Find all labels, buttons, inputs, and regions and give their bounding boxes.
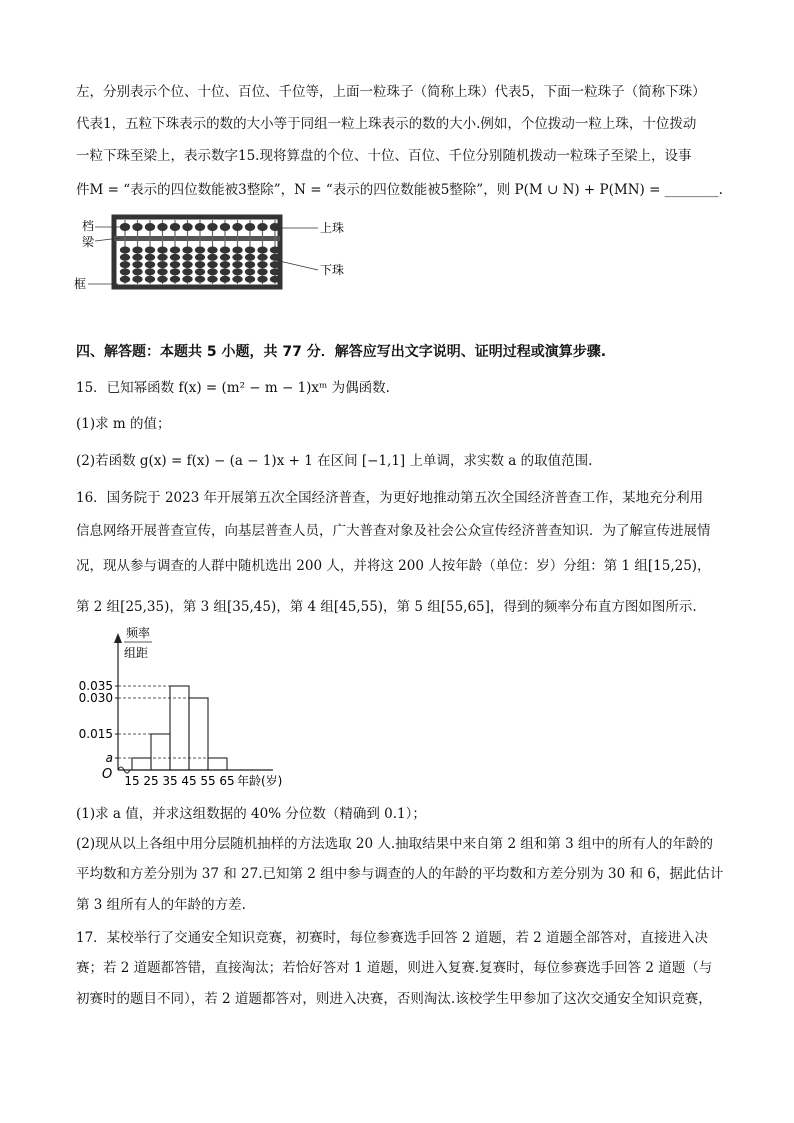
lower-bead bbox=[270, 247, 280, 254]
lower-bead bbox=[157, 268, 167, 275]
y-axis-label-top: 频率 bbox=[126, 626, 151, 640]
lower-bead bbox=[157, 247, 167, 254]
lower-bead bbox=[207, 254, 217, 261]
lower-bead bbox=[182, 276, 192, 283]
lower-bead bbox=[257, 276, 267, 283]
upper-bead bbox=[232, 223, 242, 231]
lower-bead bbox=[182, 268, 192, 275]
upper-bead bbox=[170, 223, 180, 231]
upper-bead bbox=[207, 223, 217, 231]
lower-bead bbox=[120, 261, 130, 268]
origin-label: O bbox=[102, 767, 113, 782]
problem15-part1: (1)求 m 的值； bbox=[76, 416, 171, 432]
problem16-part2-line3: 第 3 组所有人的年龄的方差. bbox=[76, 897, 246, 913]
problem14-line3: 一粒下珠至梁上，表示数字15.现将算盘的个位、十位、百位、千位分别随机拨动一粒珠子至梁上，设事 bbox=[76, 148, 692, 164]
y-tick-label: 0.015 bbox=[78, 727, 113, 741]
lower-bead bbox=[120, 247, 130, 254]
upper-bead bbox=[257, 223, 267, 231]
y-axis-arrow bbox=[114, 633, 122, 643]
lower-bead bbox=[220, 268, 230, 275]
lower-bead bbox=[145, 254, 155, 261]
lower-bead bbox=[182, 261, 192, 268]
problem17-line2: 赛；若 2 道题都答错，直接淘汰；若恰好答对 1 道题，则进入复赛.复赛时，每位参赛选手回答 2 道题（与 bbox=[76, 960, 713, 976]
lower-bead bbox=[195, 254, 205, 261]
problem16-part2-line2: 平均数和方差分别为 37 和 27.已知第 2 组中参与调查的人的年龄的平均数和方差分别为 30 和 6，据此估计 bbox=[76, 866, 724, 882]
abacus-figure bbox=[70, 210, 360, 295]
problem15-stem: 15．已知幂函数 f(x) = (m² − m − 1)xᵐ 为偶函数. bbox=[76, 380, 390, 396]
problem16-line2: 信息网络开展普查宣传，向基层普查人员，广大普查对象及社会公众宣传经济普查知识．为了解宣传进展情 bbox=[76, 523, 711, 539]
lower-bead bbox=[257, 254, 267, 261]
abacus-label-xiazhu: 下珠 bbox=[320, 263, 345, 277]
upper-bead bbox=[157, 223, 167, 231]
lower-bead bbox=[170, 261, 180, 268]
lower-bead bbox=[245, 254, 255, 261]
lower-bead bbox=[220, 247, 230, 254]
problem17-line3: 初赛时的题目不同），若 2 道题都答对，则进入决赛，否则淘汰.该校学生甲参加了这次交通安全知识竞赛， bbox=[76, 991, 712, 1007]
lower-bead bbox=[257, 247, 267, 254]
lower-bead bbox=[182, 247, 192, 254]
lower-bead bbox=[120, 268, 130, 275]
y-tick-label: a bbox=[105, 751, 113, 765]
lower-bead bbox=[207, 276, 217, 283]
lower-bead bbox=[195, 268, 205, 275]
y-tick-label: 0.030 bbox=[78, 691, 113, 705]
upper-bead bbox=[145, 223, 155, 231]
x-tick-label: 45 bbox=[181, 774, 197, 788]
upper-bead bbox=[182, 223, 192, 231]
lower-bead bbox=[132, 261, 142, 268]
lower-bead bbox=[207, 268, 217, 275]
lower-bead bbox=[270, 254, 280, 261]
lower-bead bbox=[145, 261, 155, 268]
problem14-line2: 代表1，五粒下珠表示的数的大小等于同组一粒上珠表示的数的大小.例如，个位拨动一粒上珠，十位拨动 bbox=[76, 116, 697, 132]
lower-bead bbox=[157, 261, 167, 268]
lower-bead bbox=[195, 261, 205, 268]
x-tick-label: 55 bbox=[200, 774, 216, 788]
lower-bead bbox=[220, 276, 230, 283]
problem15-part2: (2)若函数 g(x) = f(x) − (a − 1)x + 1 在区间 [−1,1] 上单调，求实数 a 的取值范围. bbox=[76, 453, 593, 469]
lower-bead bbox=[232, 254, 242, 261]
problem17-line1: 17．某校举行了交通安全知识竞赛，初赛时，每位参赛选手回答 2 道题，若 2 道题全部答对，直接进入决 bbox=[76, 930, 709, 946]
abacus-label-dang: 档 bbox=[82, 219, 95, 233]
lower-bead bbox=[170, 254, 180, 261]
lower-bead bbox=[207, 247, 217, 254]
histogram-bar bbox=[132, 758, 151, 770]
lower-bead bbox=[120, 276, 130, 283]
lower-bead bbox=[157, 254, 167, 261]
lower-bead bbox=[245, 247, 255, 254]
histogram-bar bbox=[208, 758, 227, 770]
x-tick-label: 15 bbox=[124, 774, 140, 788]
lower-bead bbox=[182, 254, 192, 261]
upper-bead bbox=[220, 223, 230, 231]
lower-bead bbox=[170, 247, 180, 254]
lower-bead bbox=[132, 254, 142, 261]
lower-bead bbox=[195, 247, 205, 254]
histogram-bar bbox=[189, 698, 208, 770]
upper-bead bbox=[245, 223, 255, 231]
x-tick-label: 25 bbox=[143, 774, 159, 788]
x-tick-label: 65 bbox=[219, 774, 235, 788]
lower-bead bbox=[257, 268, 267, 275]
lower-bead bbox=[232, 261, 242, 268]
x-tick-label: 35 bbox=[162, 774, 178, 788]
lower-bead bbox=[220, 261, 230, 268]
lower-bead bbox=[145, 247, 155, 254]
upper-bead bbox=[132, 223, 142, 231]
lower-bead bbox=[195, 276, 205, 283]
lower-bead bbox=[232, 247, 242, 254]
lower-bead bbox=[120, 254, 130, 261]
section-4-heading: 四、解答题：本题共 5 小题，共 77 分．解答应写出文字说明、证明过程或演算步骤. bbox=[76, 344, 607, 360]
lower-bead bbox=[132, 247, 142, 254]
lower-bead bbox=[245, 276, 255, 283]
lower-bead bbox=[132, 276, 142, 283]
lower-bead bbox=[270, 268, 280, 275]
lower-bead bbox=[170, 268, 180, 275]
upper-bead bbox=[270, 223, 280, 231]
histogram-bar bbox=[170, 686, 189, 770]
abacus-label-kuang: 框 bbox=[74, 277, 87, 291]
y-tick-label: 0.035 bbox=[78, 679, 113, 693]
lower-bead bbox=[270, 276, 280, 283]
lower-bead bbox=[232, 268, 242, 275]
abacus-label-liang: 梁 bbox=[82, 235, 95, 249]
problem16-part2-line1: (2)现从以上各组中用分层随机抽样的方法选取 20 人.抽取结果中来自第 2 组和第 3 组中的所有人的年龄的 bbox=[76, 836, 714, 852]
lower-bead bbox=[232, 276, 242, 283]
upper-bead bbox=[195, 223, 205, 231]
lower-bead bbox=[245, 268, 255, 275]
problem16-line4: 第 2 组[25,35)，第 3 组[35,45)，第 4 组[45,55)，第 5 组[55,65]，得到的频率分布直方图如图所示. bbox=[76, 599, 697, 615]
lower-bead bbox=[257, 261, 267, 268]
histogram-bar bbox=[151, 734, 170, 770]
problem16-part1: (1)求 a 值，并求这组数据的 40% 分位数（精确到 0.1）； bbox=[76, 806, 426, 822]
lower-bead bbox=[270, 261, 280, 268]
problem14-line1: 左，分别表示个位、十位、百位、千位等，上面一粒珠子（简称上珠）代表5，下面一粒珠子（简称下珠） bbox=[76, 84, 706, 100]
problem14-line4: 件M = “表示的四位数能被3整除”，N = “表示的四位数能被5整除”，则 P(M ∪ N) + P(MN) = ________. bbox=[76, 182, 723, 198]
abacus-label-shangzhu: 上珠 bbox=[320, 221, 345, 235]
lower-bead bbox=[145, 268, 155, 275]
lower-bead bbox=[245, 261, 255, 268]
lower-bead bbox=[157, 276, 167, 283]
y-axis-label-bottom: 组距 bbox=[124, 646, 149, 660]
problem16-line1: 16．国务院于 2023 年开展第五次全国经济普查，为更好地推动第五次全国经济普查工作，某地充分利用 bbox=[76, 490, 704, 506]
frequency-histogram bbox=[70, 625, 310, 795]
problem16-line3: 况，现从参与调查的人群中随机选出 200 人，并将这 200 人按年龄（单位：岁）分组：第 1 组[15,25)， bbox=[76, 558, 711, 574]
lower-bead bbox=[145, 276, 155, 283]
lower-bead bbox=[170, 276, 180, 283]
lower-bead bbox=[220, 254, 230, 261]
lower-bead bbox=[132, 268, 142, 275]
x-axis-label: 年龄(岁) bbox=[237, 774, 283, 788]
lower-bead bbox=[207, 261, 217, 268]
